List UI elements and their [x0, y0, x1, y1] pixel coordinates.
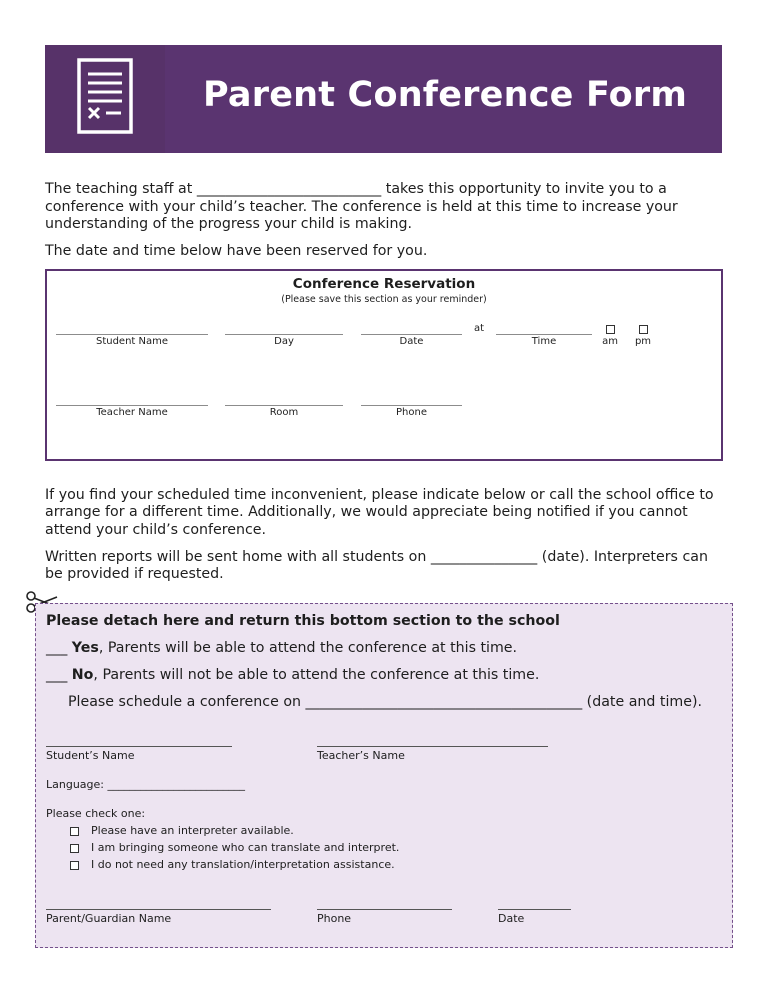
option-bring-translator: I am bringing someone who can translate and interpret.	[91, 841, 400, 854]
pm-checkbox[interactable]	[639, 325, 648, 334]
intro-line-3: understanding of the progress your child is making.	[45, 216, 413, 232]
reservation-title: Conference Reservation	[292, 276, 476, 292]
phone-label: Phone	[396, 407, 427, 418]
parent-name-line[interactable]	[46, 909, 271, 910]
schedule-line: Please schedule a conference on _______________________________________ (date and time).	[68, 694, 703, 710]
no-word: No	[71, 667, 94, 683]
yes-text: , Parents will be able to attend the conference at this time.	[98, 640, 518, 656]
yes-option[interactable]	[46, 640, 517, 656]
teacher-name-label: Teacher Name	[96, 407, 168, 418]
teachers-name-line[interactable]	[317, 746, 548, 747]
interpreter-checkbox[interactable]	[70, 827, 79, 836]
conference-reservation-box	[45, 269, 723, 461]
reservation-subtitle: (Please save this section as your reminder)	[281, 294, 487, 305]
date-label: Date	[399, 336, 424, 347]
header-banner	[45, 45, 722, 153]
yes-word: Yes	[71, 640, 99, 656]
intro-line-1: The teaching staff at __________________________ takes this opportunity to invite you to a	[45, 181, 667, 197]
parent-date-label: Date	[498, 912, 525, 925]
reserved-text: The date and time below have been reserved for you.	[45, 243, 428, 259]
room-label: Room	[269, 407, 299, 418]
info-line-3: attend your child’s conference.	[45, 522, 267, 538]
parent-phone-label: Phone	[317, 912, 352, 925]
check-one-label: Please check one:	[46, 807, 146, 820]
info-line-1: If you find your scheduled time inconvenient, please indicate below or call the school office to	[45, 487, 714, 503]
no-assistance-checkbox[interactable]	[70, 861, 79, 870]
detach-heading: Please detach here and return this bottom section to the school	[46, 613, 560, 629]
info-line-2: arrange for a different time. Additionally, we would appreciate being notified if you cannot	[45, 504, 688, 520]
students-name-line[interactable]	[46, 746, 232, 747]
parent-name-label: Parent/Guardian Name	[46, 912, 172, 925]
info-line-4: Written reports will be sent home with all students on _______________ (date). Interpreters can	[45, 549, 708, 565]
option-interpreter: Please have an interpreter available.	[91, 824, 294, 837]
no-text: , Parents will not be able to attend the conference at this time.	[93, 667, 540, 683]
student-name-line[interactable]	[56, 334, 208, 335]
no-blank: ___	[46, 667, 68, 683]
students-name-label: Student’s Name	[46, 749, 135, 762]
am-checkbox[interactable]	[606, 325, 615, 334]
header-icon-box	[45, 45, 165, 153]
room-line[interactable]	[225, 405, 343, 406]
detachable-return-section	[35, 603, 733, 948]
info-line-5: be provided if requested.	[45, 566, 224, 582]
pm-label: pm	[634, 336, 652, 347]
page-title: Parent Conference Form	[203, 75, 688, 115]
yes-blank: ___	[46, 640, 68, 656]
time-label: Time	[531, 336, 557, 347]
parent-date-line[interactable]	[498, 909, 571, 910]
student-name-label: Student Name	[95, 336, 169, 347]
teachers-name-label: Teacher’s Name	[317, 749, 405, 762]
at-label: at	[473, 323, 485, 334]
parent-phone-line[interactable]	[317, 909, 452, 910]
language-field[interactable]: Language: _________________________	[46, 778, 245, 791]
no-option[interactable]	[46, 667, 539, 683]
teacher-name-line[interactable]	[56, 405, 208, 406]
phone-line[interactable]	[361, 405, 462, 406]
intro-line-2: conference with your child’s teacher. The conference is held at this time to increase your	[45, 199, 678, 215]
am-label: am	[602, 336, 618, 347]
option-no-assistance: I do not need any translation/interpretation assistance.	[91, 858, 395, 871]
form-document-icon	[77, 58, 133, 134]
day-label: Day	[274, 336, 294, 347]
time-line[interactable]	[496, 334, 592, 335]
bring-translator-checkbox[interactable]	[70, 844, 79, 853]
date-line[interactable]	[361, 334, 462, 335]
day-line[interactable]	[225, 334, 343, 335]
